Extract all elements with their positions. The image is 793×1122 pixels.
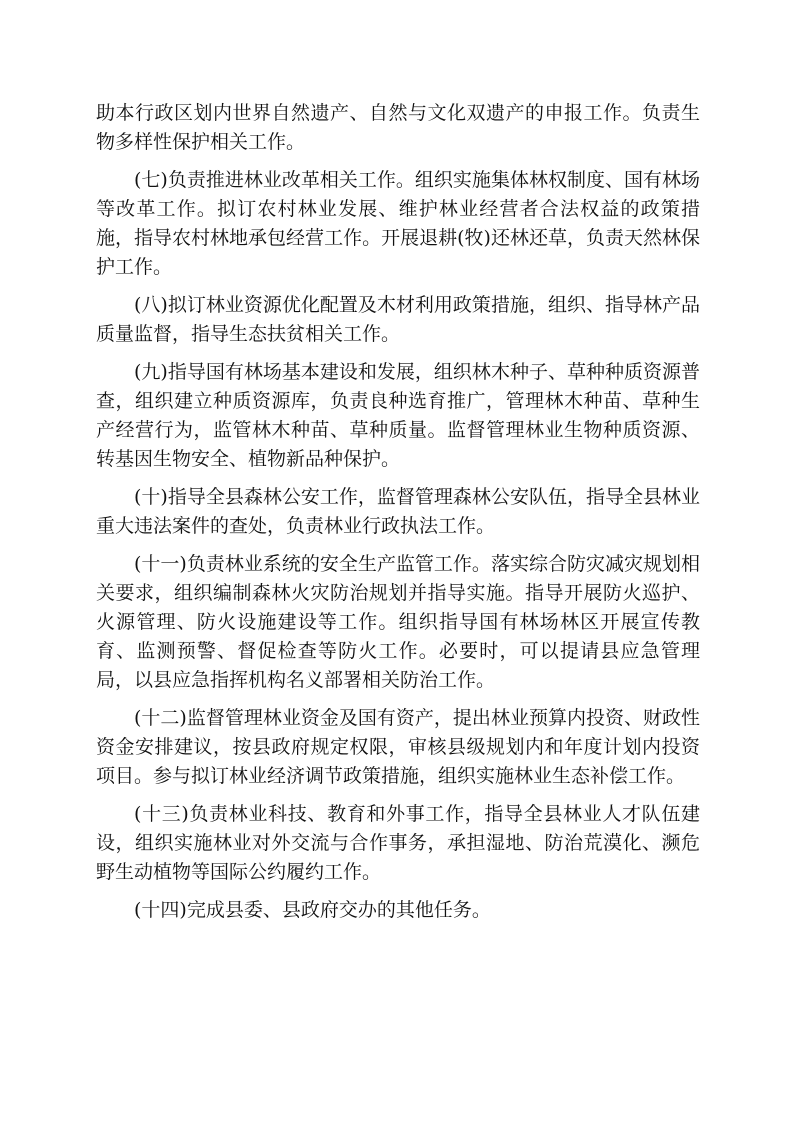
- paragraph-item-12: (十二)监督管理林业资金及国有资产，提出林业预算内投资、财政性资金安排建议，按县政府规定权限，审核县级规划内和年度计划内投资项目。参与拟订林业经济调节政策措施，组织实施林业生态补偿工作。: [96, 707, 700, 787]
- paragraph-item-13: (十三)负责林业科技、教育和外事工作，指导全县林业人才队伍建设，组织实施林业对外交流与合作事务，承担湿地、防治荒漠化、濒危野生动植物等国际公约履约工作。: [96, 803, 700, 883]
- paragraph-item-8: (八)拟订林业资源优化配置及木材利用政策措施，组织、指导林产品质量监督，指导生态扶贫相关工作。: [96, 294, 700, 345]
- paragraph-continuation: 助本行政区划内世界自然遗产、自然与文化双遗产的申报工作。负责生物多样性保护相关工作。: [96, 102, 700, 153]
- paragraph-item-11: (十一)负责林业系统的安全生产监管工作。落实综合防灾减灾规划相关要求，组织编制森林火灾防治规划并指导实施。指导开展防火巡护、火源管理、防火设施建设等工作。组织指导国有林场林区开展宣传教育、监测预警、督促检查等防火工作。必要时，可以提请县应急管理局，以县应急指挥机构名义部署相关防治工作。: [96, 553, 700, 691]
- document-page: [96, 99, 700, 934]
- paragraph-item-9: (九)指导国有林场基本建设和发展，组织林木种子、草种种质资源普查，组织建立种质资源库，负责良种选育推广，管理林木种苗、草种生产经营行为，监管林木种苗、草种质量。监督管理林业生物种质资源、转基因生物安全、植物新品种保护。: [96, 361, 700, 470]
- paragraph-item-10: (十)指导全县森林公安工作，监督管理森林公安队伍，指导全县林业重大违法案件的查处，负责林业行政执法工作。: [96, 486, 700, 537]
- paragraph-item-7: (七)负责推进林业改革相关工作。组织实施集体林权制度、国有林场等改革工作。拟订农村林业发展、维护林业经营者合法权益的政策措施，指导农村林地承包经营工作。开展退耕(牧)还林还草，负责天然林保护工作。: [96, 169, 700, 278]
- paragraph-item-14: (十四)完成县委、县政府交办的其他任务。: [134, 899, 491, 921]
